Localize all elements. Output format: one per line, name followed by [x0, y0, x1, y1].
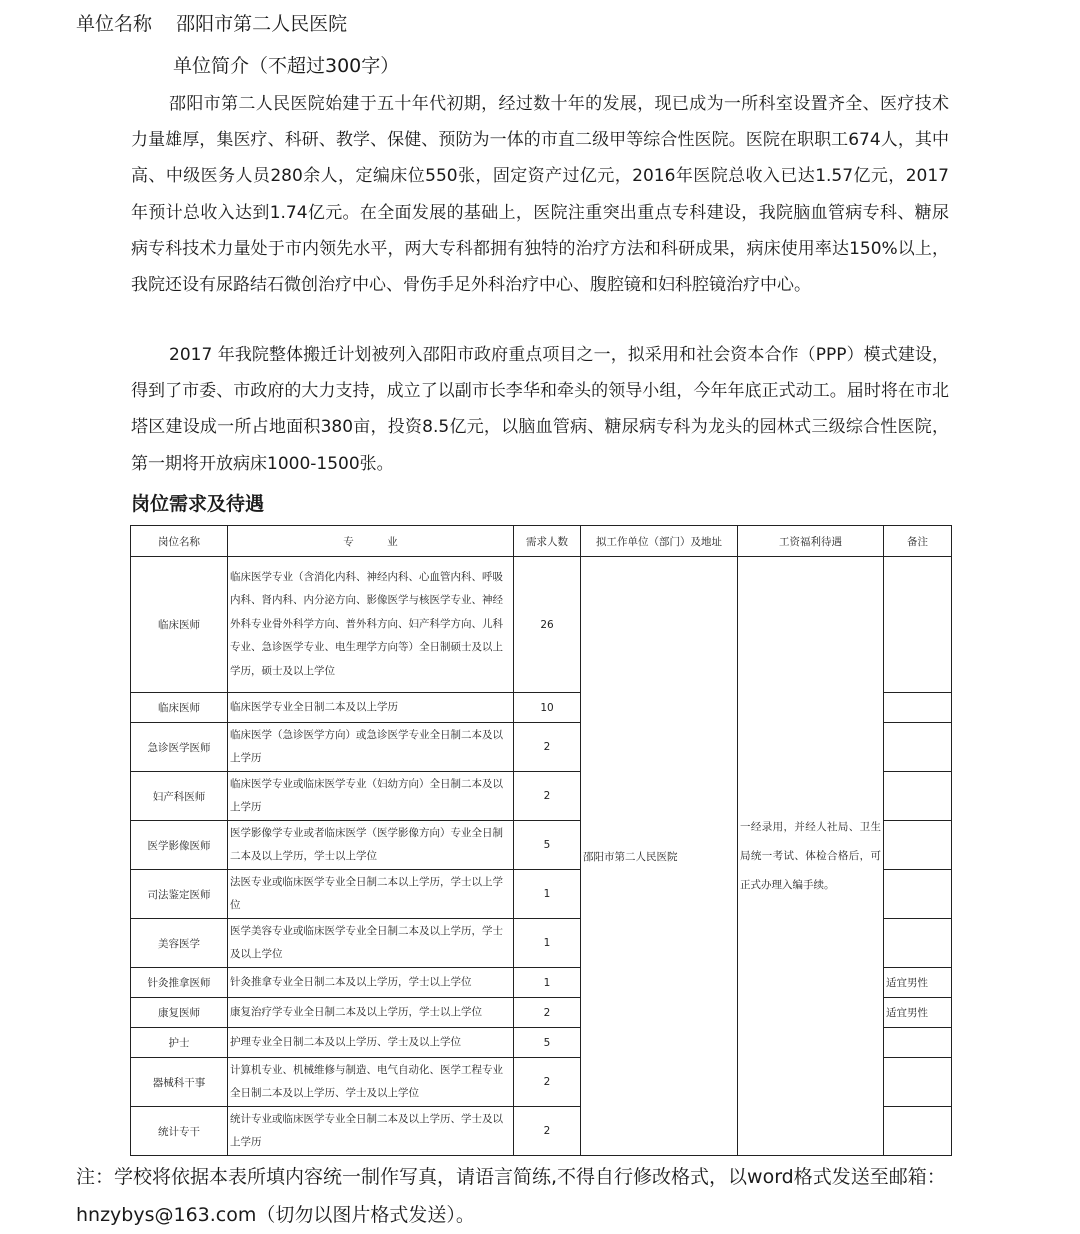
major-cell: 护理专业全日制二本及以上学历、学士及以上学位 [228, 1028, 514, 1058]
position-cell: 临床医师 [131, 693, 228, 723]
count-cell: 2 [514, 723, 581, 772]
count-cell: 5 [514, 821, 581, 870]
note-cell [884, 557, 952, 693]
note-cell: 适宜男性 [884, 998, 952, 1028]
intro-paragraph-1: 邵阳市第二人民医院始建于五十年代初期，经过数十年的发展，现已成为一所科室设置齐全、医疗技术力量雄厚，集医疗、科研、教学、保健、预防为一体的市直二级甲等综合性医院。医院在职职工674人，其中高、中级医务人员280余人，定编床位550张，固定资产过亿元，2016年医院总收入已达1.57亿元，2017年预计总收入达到1.74亿元。在全面发展的基础上，医院注重突出重点专科建设，我院脑血管病专科、糖尿病专科技术力量处于市内领先水平，两大专科都拥有独特的治疗方法和科研成果，病床使用率达150%以上，我院还设有尿路结石微创治疗中心、骨伤手足外科治疗中心、腹腔镜和妇科腔镜治疗中心。 [131, 94, 949, 296]
major-cell: 医学影像学专业或者临床医学（医学影像方向）专业全日制二本及以上学历，学士以上学位 [228, 821, 514, 870]
count-cell: 2 [514, 998, 581, 1028]
note-cell [884, 1107, 952, 1156]
count-cell: 1 [514, 870, 581, 919]
header-position: 岗位名称 [131, 526, 228, 557]
major-cell: 临床医学专业或临床医学专业（妇幼方向）全日制二本及以上学历 [228, 772, 514, 821]
position-cell: 统计专干 [131, 1107, 228, 1156]
major-cell: 医学美容专业或临床医学专业全日制二本及以上学历，学士及以上学位 [228, 919, 514, 968]
footer-note: 注：学校将依据本表所填内容统一制作写真，请语言简练,不得自行修改格式，以word格式发送至邮箱：hnzybys@163.com（切勿以图片格式发送）。 [76, 1166, 946, 1226]
major-cell: 临床医学专业（含消化内科、神经内科、心血管内科、呼吸内科、肾内科、内分泌方向、影像医学与核医学专业、神经外科专业骨外科学方向、普外科方向、妇产科学方向、儿科专业、急诊医学专业、电生理学方向等）全日制硕士及以上学历，硕士及以上学位 [228, 557, 514, 693]
count-cell: 2 [514, 772, 581, 821]
count-cell: 2 [514, 1107, 581, 1156]
note-cell [884, 1028, 952, 1058]
count-cell: 1 [514, 919, 581, 968]
table-row [131, 557, 952, 693]
position-cell: 临床医师 [131, 557, 228, 693]
position-cell: 美容医学 [131, 919, 228, 968]
header-count: 需求人数 [514, 526, 581, 557]
major-cell: 计算机专业、机械维修与制造、电气自动化、医学工程专业全日制二本及以上学历、学士及以上学位 [228, 1058, 514, 1107]
note-cell [884, 919, 952, 968]
header-note: 备注 [884, 526, 952, 557]
major-cell: 统计专业或临床医学专业全日制二本及以上学历、学士及以上学历 [228, 1107, 514, 1156]
count-cell: 10 [514, 693, 581, 723]
count-cell: 26 [514, 557, 581, 693]
header-major: 专 业 [228, 526, 514, 557]
position-cell: 妇产科医师 [131, 772, 228, 821]
welfare-cell: 一经录用，并经人社局、卫生局统一考试、体检合格后，可正式办理入编手续。 [738, 557, 884, 1156]
unit-cell: 邵阳市第二人民医院 [581, 557, 738, 1156]
position-cell: 医学影像医师 [131, 821, 228, 870]
unit-name-line: 单位名称 邵阳市第二人民医院 [76, 13, 348, 35]
header-unit: 拟工作单位（部门）及地址 [581, 526, 738, 557]
header-welfare: 工资福利待遇 [738, 526, 884, 557]
job-table [130, 525, 952, 1156]
major-cell: 康复治疗学专业全日制二本及以上学历，学士以上学位 [228, 998, 514, 1028]
position-cell: 司法鉴定医师 [131, 870, 228, 919]
major-cell: 法医专业或临床医学专业全日制二本以上学历，学士以上学位 [228, 870, 514, 919]
count-cell: 5 [514, 1028, 581, 1058]
position-cell: 针灸推拿医师 [131, 968, 228, 998]
count-cell: 1 [514, 968, 581, 998]
position-cell: 护士 [131, 1028, 228, 1058]
position-cell: 急诊医学医师 [131, 723, 228, 772]
count-cell: 2 [514, 1058, 581, 1107]
position-cell: 康复医师 [131, 998, 228, 1028]
unit-intro-label: 单位简介（不超过300字） [173, 55, 400, 77]
position-cell: 器械科干事 [131, 1058, 228, 1107]
note-cell [884, 821, 952, 870]
note-cell [884, 693, 952, 723]
major-cell: 临床医学专业全日制二本及以上学历 [228, 693, 514, 723]
major-cell: 针灸推拿专业全日制二本及以上学历，学士以上学位 [228, 968, 514, 998]
note-cell: 适宜男性 [884, 968, 952, 998]
major-cell: 临床医学（急诊医学方向）或急诊医学专业全日制二本及以上学历 [228, 723, 514, 772]
note-cell [884, 1058, 952, 1107]
note-cell [884, 870, 952, 919]
note-cell [884, 723, 952, 772]
intro-paragraph-2: 2017 年我院整体搬迁计划被列入邵阳市政府重点项目之一，拟采用和社会资本合作（PPP）模式建设，得到了市委、市政府的大力支持，成立了以副市长李华和牵头的领导小组，今年年底正式动工。届时将在市北塔区建设成一所占地面积380亩，投资8.5亿元，以脑血管病、糖尿病专科为龙头的园林式三级综合性医院，第一期将开放病床1000-1500张。 [131, 345, 949, 474]
section-title: 岗位需求及待遇 [131, 493, 265, 515]
note-cell [884, 772, 952, 821]
